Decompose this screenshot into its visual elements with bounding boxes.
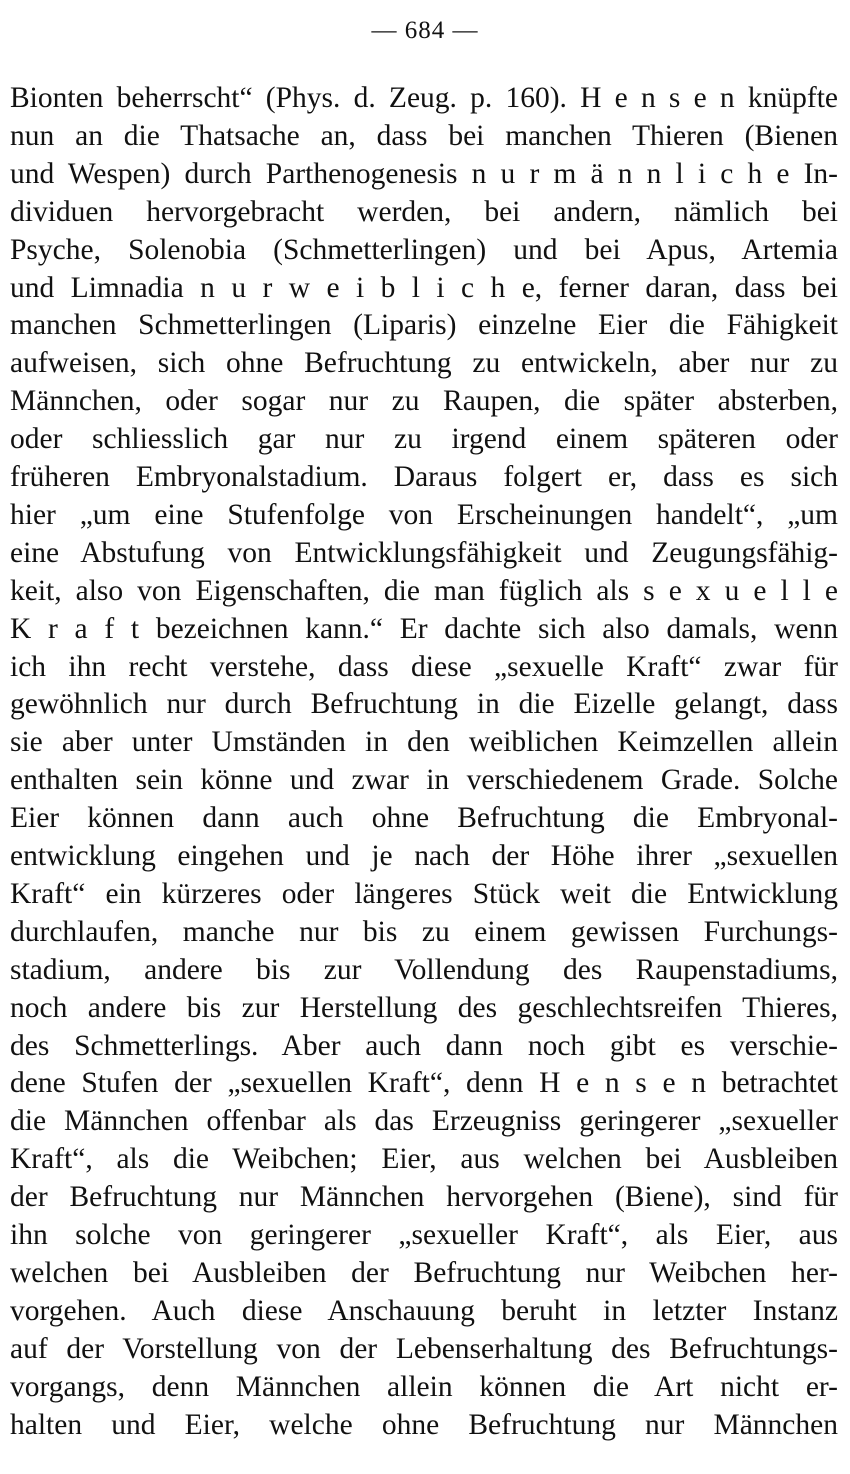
text-line: hier „um eine Stufenfolge von Erscheinungen handelt“, „um xyxy=(10,498,838,531)
text-line: Kraft“ ein kürzeres oder längeres Stück weit die Entwicklung xyxy=(10,877,838,910)
text-line: enthalten sein könne und zwar in verschiedenem Grade. Solche xyxy=(10,764,838,797)
text-line: Männchen, oder sogar nur zu Raupen, die später absterben, xyxy=(10,385,838,418)
text-line: noch andere bis zur Herstellung des geschlechtsreifen Thieres, xyxy=(10,991,838,1024)
text-line: dene Stufen der „sexuellen Kraft“, denn H e n s e n betrachtet xyxy=(10,1067,838,1100)
text-line: der Befruchtung nur Männchen hervorgehen (Biene), sind für xyxy=(10,1181,838,1214)
text-line: und Limnadia n u r w e i b l i c h e, ferner daran, dass bei xyxy=(10,271,838,304)
text-line: sie aber unter Umständen in den weiblichen Keimzellen allein xyxy=(10,726,838,759)
text-line: ich ihn recht verstehe, dass diese „sexuelle Kraft“ zwar für xyxy=(10,650,838,683)
text-line: oder schliesslich gar nur zu irgend einem späteren oder xyxy=(10,423,838,456)
text-line: Bionten beherrscht“ (Phys. d. Zeug. p. 160). H e n s e n knüpfte xyxy=(10,82,838,114)
text-line: und Wespen) durch Parthenogenesis n u r m ä n n l i c h e In- xyxy=(10,157,838,190)
text-line: aufweisen, sich ohne Befruchtung zu entwickeln, aber nur zu xyxy=(10,347,838,380)
text-line: ihn solche von geringerer „sexueller Kraft“, als Eier, aus xyxy=(10,1219,838,1251)
text-line: stadium, andere bis zur Vollendung des Raupenstadiums, xyxy=(10,953,838,986)
page-number: — 684 — xyxy=(371,17,479,44)
text-line: Eier können dann auch ohne Befruchtung die Embryonal- xyxy=(10,802,838,835)
text-line: keit, also von Eigenschaften, die man füglich als s e x u e l l e xyxy=(10,574,838,607)
text-line: welchen bei Ausbleiben der Befruchtung nur Weibchen her- xyxy=(10,1256,838,1289)
text-line: Psyche, Solenobia (Schmetterlingen) und bei Apus, Artemia xyxy=(10,233,838,266)
text-line: eine Abstufung von Entwicklungsfähigkeit und Zeugungsfähig- xyxy=(10,536,838,569)
text-line: des Schmetterlings. Aber auch dann noch gibt es verschie- xyxy=(10,1029,838,1062)
text-line: Kraft“, als die Weibchen; Eier, aus welchen bei Ausbleiben xyxy=(10,1143,838,1176)
text-line: durchlaufen, manche nur bis zu einem gewissen Furchungs- xyxy=(10,915,838,948)
text-line: dividuen hervorgebracht werden, bei andern, nämlich bei xyxy=(10,195,838,228)
text-line: entwicklung eingehen und je nach der Höhe ihrer „sexuellen xyxy=(10,840,838,872)
text-line: früheren Embryonalstadium. Daraus folgert er, dass es sich xyxy=(10,461,838,493)
text-line: gewöhnlich nur durch Befruchtung in die Eizelle gelangt, dass xyxy=(10,688,838,721)
text-line: halten und Eier, welche ohne Befruchtung nur Männchen xyxy=(10,1408,838,1441)
text-line: auf der Vorstellung von der Lebenserhaltung des Befruchtungs- xyxy=(10,1332,838,1365)
text-line: vorgangs, denn Männchen allein können die Art nicht er- xyxy=(10,1370,838,1403)
text-line: vorgehen. Auch diese Anschauung beruht in letzter Instanz xyxy=(10,1294,838,1327)
text-line: die Männchen offenbar als das Erzeugniss geringerer „sexueller xyxy=(10,1105,838,1138)
text-line: K r a f t bezeichnen kann.“ Er dachte sich also damals, wenn xyxy=(10,612,838,645)
text-line: manchen Schmetterlingen (Liparis) einzelne Eier die Fähigkeit xyxy=(10,309,838,342)
text-line: nun an die Thatsache an, dass bei manchen Thieren (Bienen xyxy=(10,119,838,152)
